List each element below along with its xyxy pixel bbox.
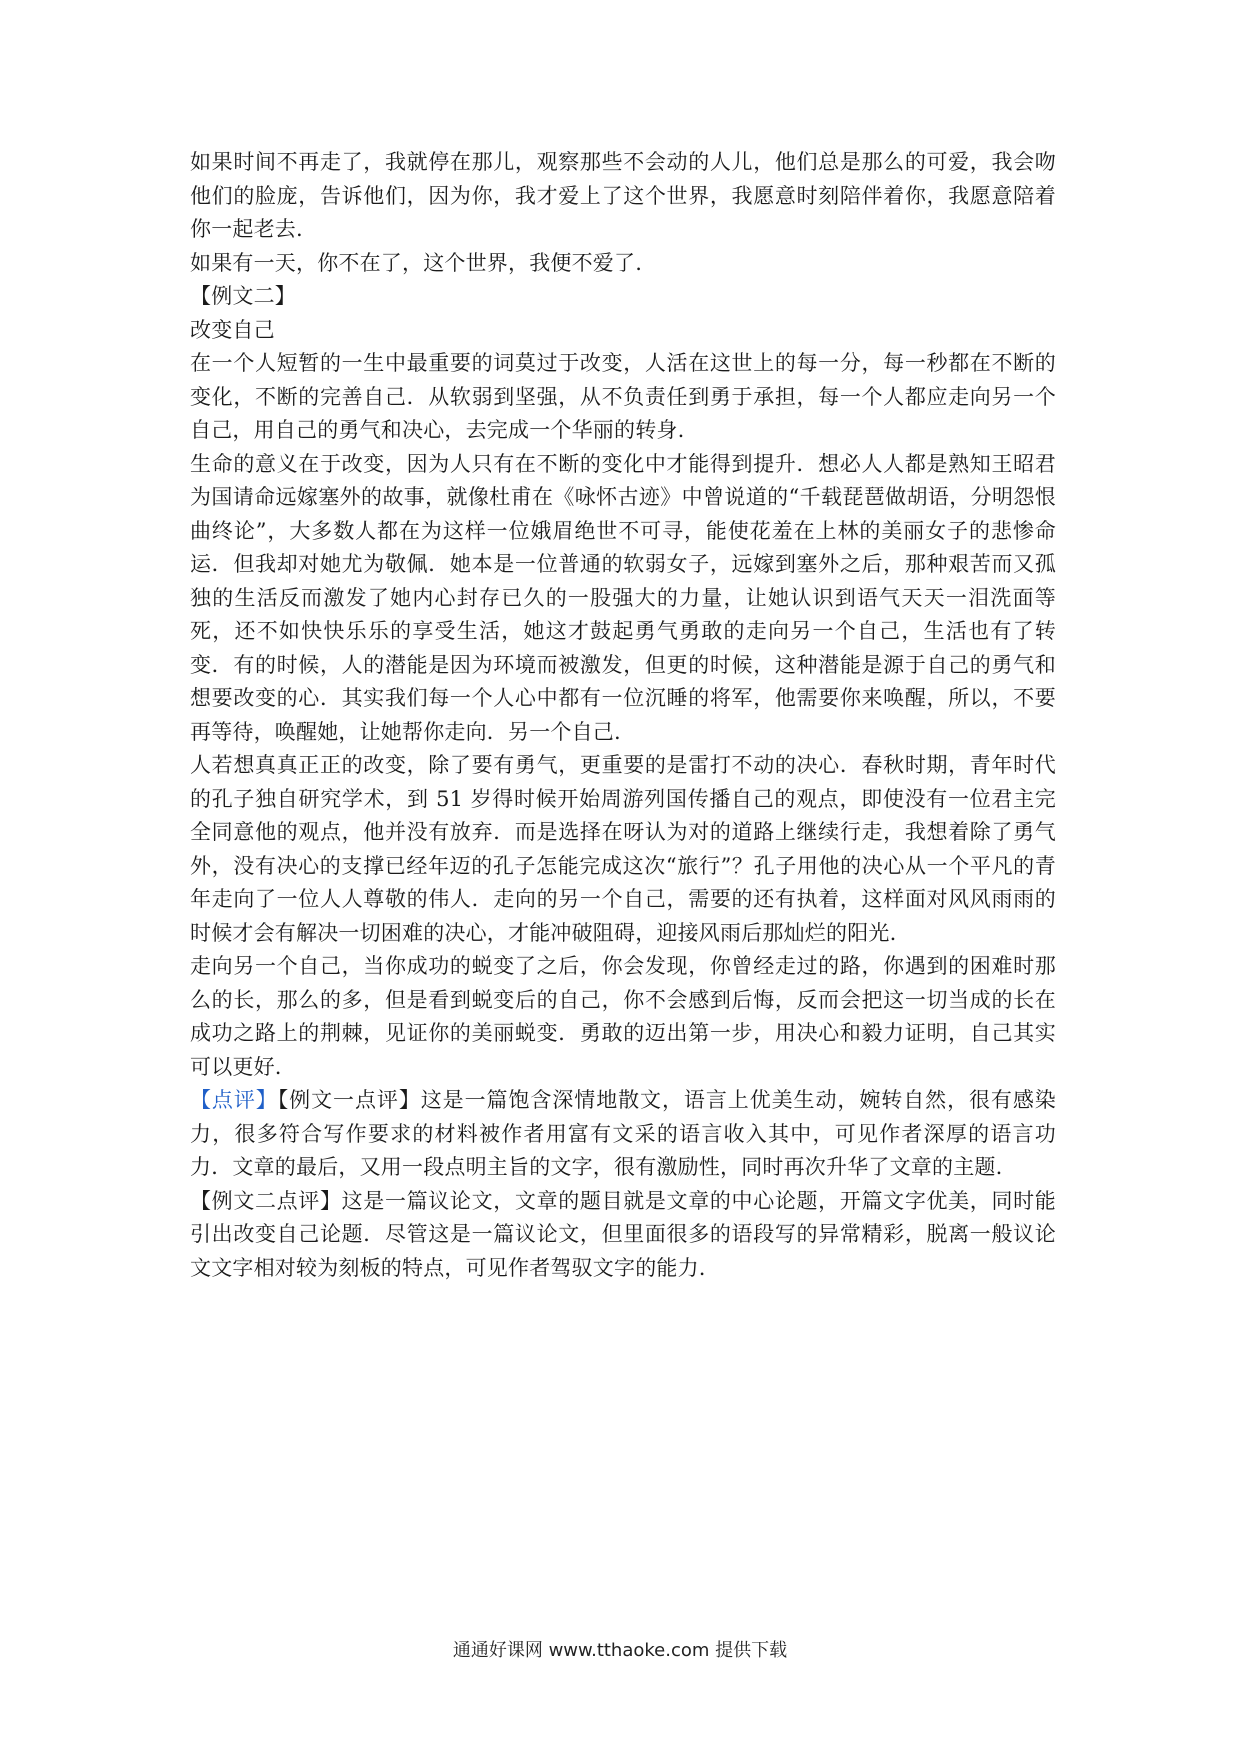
- essay2-title: 改变自己: [190, 317, 275, 342]
- essay1-final-line: 如果有一天，你不在了，这个世界，我便不爱了.: [190, 250, 643, 275]
- essay2-heading: 【例文二】: [190, 284, 296, 308]
- essay2-paragraph: 生命的意义在于改变，因为人只有在不断的变化中才能得到提升．想必人人都是熟知王昭君为国请命远嫁塞外的故事，就像杜甫在《咏怀古迹》中曾说道的“千载琵琶做胡语，分明怨恨曲终论”，大多数人都在为这样一位娥眉绝世不可寻，能使花羞在上林的美丽女子的悲惨命运．但我却对她尤为敬佩．她本是一位普通的软弱女子，远嫁到塞外之后，那种艰苦而又孤独的生活反而激发了她内心封存已久的一股强大的力量，让她认识到语气天天一泪洗面等死，还不如快快乐乐的享受生活，她这才鼓起勇气勇敢的走向另一个自己，生活也有了转变．有的时候，人的潜能是因为环境而被激发，但更的时候，这种潜能是源于自己的勇气和想要改变的心．其实我们每一个人心中都有一位沉睡的将军，他需要你来唤醒，所以，不要再等待，唤醒她，让她帮你走向．另一个自己.: [190, 451, 1056, 744]
- essay2-paragraph: 走向另一个自己，当你成功的蜕变了之后，你会发现，你曾经走过的路，你遇到的困难时那么的长，那么的多，但是看到蜕变后的自己，你不会感到后悔，反而会把这一切当成的长在成功之路上的荆棘，见证你的美丽蜕变．勇敢的迈出第一步，用决心和毅力证明，自己其实可以更好.: [190, 954, 1056, 1079]
- essay2-paragraph: 在一个人短暂的一生中最重要的词莫过于改变，人活在这世上的每一分，每一秒都在不断的变化，不断的完善自己．从软弱到坚强，从不负责任到勇于承担，每一个人都应走向另一个自己，用自己的勇气和决心，去完成一个华丽的转身.: [190, 351, 1056, 442]
- page-footer: 通通好课网 www.tthaoke.com 提供下载: [452, 1640, 788, 1661]
- document-body: [190, 146, 1056, 1285]
- review-essay2: 【例文二点评】这是一篇议论文，文章的题目就是文章的中心论题，开篇文字优美，同时能引出改变自己论题．尽管这是一篇议论文，但里面很多的语段写的异常精彩，脱离一般议论文文字相对较为刻板的特点，可见作者驾驭文字的能力.: [190, 1188, 1056, 1280]
- review-essay1-text: 【例文一点评】这是一篇饱含深情地散文，语言上优美生动，婉转自然，很有感染力，很多符合写作要求的材料被作者用富有文采的语言收入其中，可见作者深厚的语言功力．文章的最后，又用一段点明主旨的文字，很有激励性，同时再次升华了文章的主题.: [190, 1088, 1056, 1179]
- review-label: 【点评】: [190, 1088, 278, 1112]
- essay2-paragraph: 人若想真真正正的改变，除了要有勇气，更重要的是雷打不动的决心．春秋时期，青年时代的孔子独自研究学术，到 51 岁得时候开始周游列国传播自己的观点，即使没有一位君主完全同意他的观点，他并没有放弃．而是选择在呀认为对的道路上继续行走，我想着除了勇气外，没有决心的支撑已经年迈的孔子怎能完成这次“旅行”？孔子用他的决心从一个平凡的青年走向了一位人人尊敬的伟人．走向的另一个自己，需要的还有执着，这样面对风风雨雨的时候才会有解决一切困难的决心，才能冲破阻碍，迎接风雨后那灿烂的阳光.: [190, 753, 1056, 945]
- essay1-closing-paragraph: 如果时间不再走了，我就停在那儿，观察那些不会动的人儿，他们总是那么的可爱，我会吻他们的脸庞，告诉他们，因为你，我才爱上了这个世界，我愿意时刻陪伴着你，我愿意陪着你一起老去.: [190, 150, 1056, 241]
- review-essay1: [190, 1084, 1056, 1185]
